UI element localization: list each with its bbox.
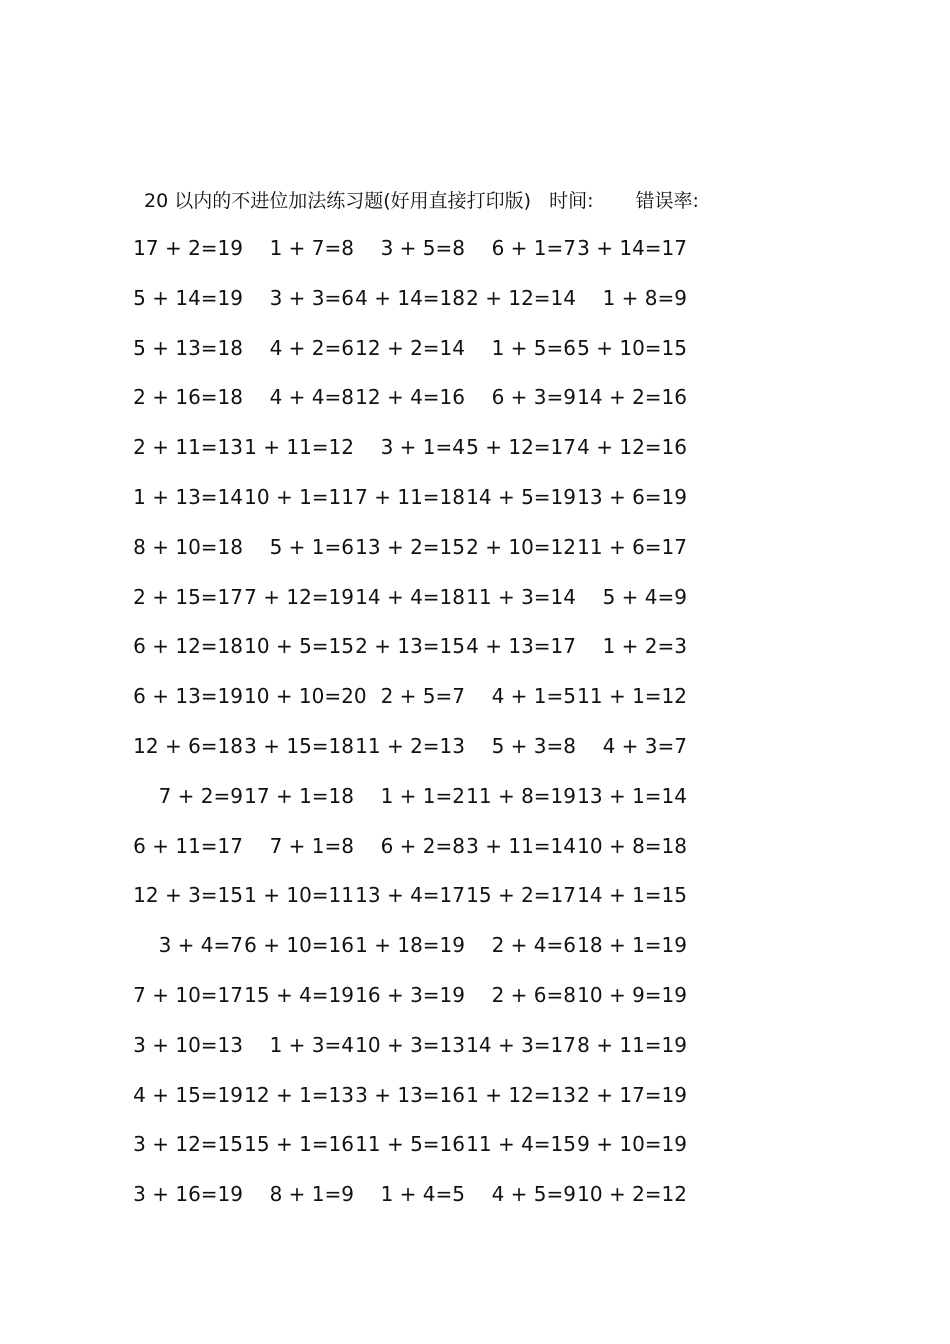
problem-cell: 2 + 5=7 (380, 684, 465, 709)
problem-cell: 10 + 8=18 (577, 833, 687, 858)
problem-cell: 18 + 1=19 (577, 933, 687, 958)
problem-cell: 2 + 16=18 (133, 385, 243, 410)
problem-cell: 2 + 4=6 (491, 933, 576, 958)
problem-cell: 4 + 1=5 (491, 684, 576, 709)
problem-cell: 2 + 12=14 (466, 285, 576, 310)
problem-cell: 12 + 1=13 (244, 1082, 354, 1107)
problem-cell: 1 + 4=5 (380, 1182, 465, 1207)
problem-cell: 1 + 10=11 (244, 883, 354, 908)
problem-cell: 8 + 11=19 (577, 1032, 687, 1057)
problem-cell: 10 + 5=15 (244, 634, 354, 659)
problem-cell: 3 + 5=8 (380, 236, 465, 260)
problem-cell: 5 + 3=8 (491, 733, 576, 758)
problem-cell: 6 + 12=18 (133, 634, 243, 659)
problem-cell: 6 + 1=7 (491, 236, 576, 260)
problem-cell: 1 + 8=9 (602, 285, 687, 310)
problem-cell: 12 + 6=18 (133, 733, 243, 758)
problem-cell: 17 + 2=19 (133, 236, 243, 260)
problem-cell: 10 + 10=20 (244, 684, 367, 709)
problem-cell: 7 + 11=18 (355, 484, 465, 509)
problem-cell: 10 + 9=19 (577, 982, 687, 1007)
problem-cell: 4 + 13=17 (466, 634, 576, 659)
problem-cell: 5 + 13=18 (133, 335, 243, 360)
problem-cell: 2 + 6=8 (491, 982, 576, 1007)
problem-cell: 10 + 2=12 (577, 1182, 687, 1207)
problem-cell: 7 + 12=19 (244, 584, 354, 609)
problem-cell: 1 + 2=3 (602, 634, 687, 659)
problem-cell: 13 + 1=14 (577, 783, 687, 808)
worksheet-title: 20 以内的不进位加法练习题(好用直接打印版) (144, 190, 532, 212)
problem-cell: 7 + 2=9 (158, 783, 243, 808)
problem-cell: 14 + 1=15 (577, 883, 687, 908)
problem-cell: 2 + 11=13 (133, 435, 243, 460)
problem-cell: 1 + 3=4 (269, 1032, 354, 1057)
problem-cell: 2 + 10=12 (466, 534, 576, 559)
problem-cell: 6 + 13=19 (133, 684, 243, 709)
problem-cell: 5 + 14=19 (133, 285, 243, 310)
problem-cell: 1 + 12=13 (466, 1082, 576, 1107)
problem-cell: 11 + 4=15 (466, 1132, 576, 1157)
problem-cell: 1 + 5=6 (491, 335, 576, 360)
problem-cell: 13 + 6=19 (577, 484, 687, 509)
problem-cell: 3 + 13=16 (355, 1082, 465, 1107)
problem-cell: 1 + 13=14 (133, 484, 243, 509)
problem-cell: 1 + 7=8 (269, 236, 354, 260)
problem-cell: 3 + 12=15 (133, 1132, 243, 1157)
problem-cell: 7 + 1=8 (269, 833, 354, 858)
problem-cell: 6 + 3=9 (491, 385, 576, 410)
problem-cell: 5 + 12=17 (466, 435, 576, 460)
problem-cell: 4 + 15=19 (133, 1082, 243, 1107)
time-label: 时间: (549, 190, 594, 212)
problem-cell: 5 + 1=6 (269, 534, 354, 559)
problem-cell: 4 + 4=8 (269, 385, 354, 410)
problem-cell: 15 + 1=16 (244, 1132, 354, 1157)
problem-cell: 16 + 3=19 (355, 982, 465, 1007)
problem-cell: 10 + 1=11 (244, 484, 354, 509)
problem-cell: 2 + 15=17 (133, 584, 243, 609)
problem-cell: 6 + 10=16 (244, 933, 354, 958)
problem-cell: 6 + 11=17 (133, 833, 243, 858)
problem-cell: 11 + 3=14 (466, 584, 576, 609)
problem-cell: 3 + 3=6 (269, 285, 354, 310)
problem-cell: 13 + 2=15 (355, 534, 465, 559)
problem-cell: 3 + 1=4 (380, 435, 465, 460)
problem-cell: 5 + 10=15 (577, 335, 687, 360)
problem-cell: 15 + 4=19 (244, 982, 354, 1007)
problem-cell: 11 + 2=13 (355, 733, 465, 758)
problem-cell: 11 + 5=16 (355, 1132, 465, 1157)
problem-cell: 3 + 16=19 (133, 1182, 243, 1207)
problem-cell: 3 + 15=18 (244, 733, 354, 758)
problem-cell: 1 + 18=19 (355, 933, 465, 958)
problem-cell: 6 + 2=8 (380, 833, 465, 858)
problem-cell: 4 + 2=6 (269, 335, 354, 360)
problem-cell: 14 + 4=18 (355, 584, 465, 609)
problem-cell: 4 + 14=18 (355, 285, 465, 310)
problem-cell: 8 + 1=9 (269, 1182, 354, 1207)
problem-cell: 12 + 4=16 (355, 385, 465, 410)
problem-cell: 3 + 14=17 (577, 236, 687, 260)
problem-cell: 5 + 4=9 (602, 584, 687, 609)
problem-cell: 3 + 10=13 (133, 1032, 243, 1057)
problem-cell: 3 + 4=7 (158, 933, 243, 958)
problem-cell: 2 + 17=19 (577, 1082, 687, 1107)
problem-cell: 11 + 8=19 (466, 783, 576, 808)
problem-cell: 15 + 2=17 (466, 883, 576, 908)
problem-cell: 14 + 5=19 (466, 484, 576, 509)
error-rate-label: 错误率: (635, 190, 699, 212)
problem-cell: 4 + 3=7 (602, 733, 687, 758)
problem-cell: 8 + 10=18 (133, 534, 243, 559)
problem-cell: 4 + 5=9 (491, 1182, 576, 1207)
problem-cell: 2 + 13=15 (355, 634, 465, 659)
problem-cell: 1 + 1=2 (380, 783, 465, 808)
worksheet-header (144, 186, 699, 213)
problem-cell: 4 + 12=16 (577, 435, 687, 460)
problem-cell: 7 + 10=17 (133, 982, 243, 1007)
problem-cell: 11 + 6=17 (577, 534, 687, 559)
problem-cell: 14 + 2=16 (577, 385, 687, 410)
problem-cell: 9 + 10=19 (577, 1132, 687, 1157)
problem-cell: 3 + 11=14 (466, 833, 576, 858)
problem-cell: 13 + 4=17 (355, 883, 465, 908)
problem-cell: 11 + 1=12 (577, 684, 687, 709)
problem-cell: 1 + 11=12 (244, 435, 354, 460)
problem-cell: 12 + 2=14 (355, 335, 465, 360)
problem-cell: 14 + 3=17 (466, 1032, 576, 1057)
problem-cell: 17 + 1=18 (244, 783, 354, 808)
problem-cell: 12 + 3=15 (133, 883, 243, 908)
problem-cell: 10 + 3=13 (355, 1032, 465, 1057)
